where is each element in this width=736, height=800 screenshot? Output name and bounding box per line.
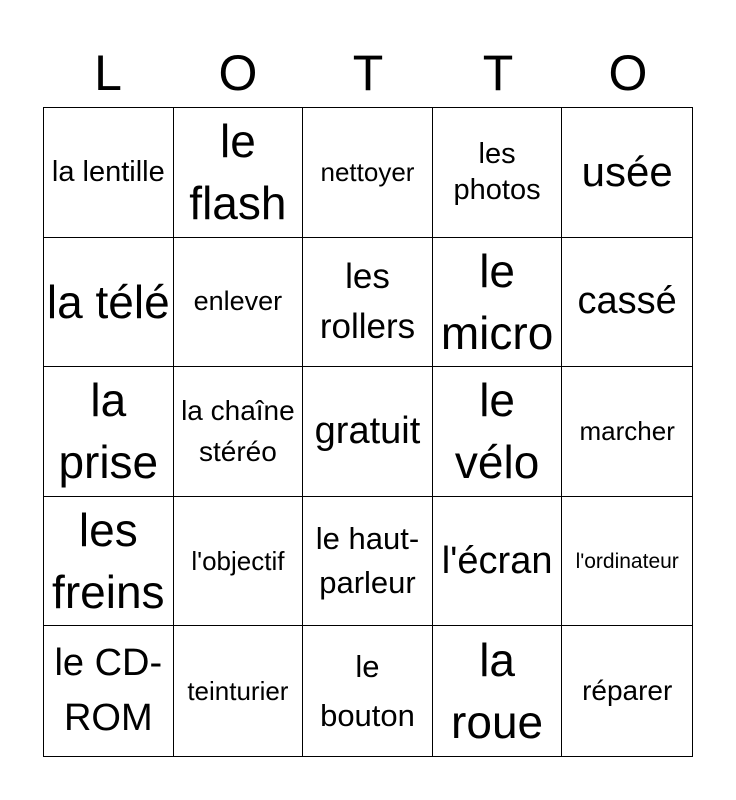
cell-text: la roue: [451, 634, 544, 749]
board-cell[interactable]: [433, 367, 563, 497]
board-cell[interactable]: [562, 108, 692, 238]
cell-text: le bouton: [320, 649, 415, 734]
cell-text: les photos: [453, 138, 541, 207]
lotto-header: [43, 42, 693, 104]
cell-text: gratuit: [314, 409, 421, 452]
lotto-board: [43, 107, 693, 757]
board-cell[interactable]: [562, 626, 692, 756]
board-cell[interactable]: [44, 497, 174, 627]
board-cell[interactable]: [303, 367, 433, 497]
board-cell[interactable]: [303, 626, 433, 756]
board-cell[interactable]: [433, 108, 563, 238]
header-letter-o-2: O: [608, 45, 648, 101]
cell-text: le haut-parleur: [315, 521, 420, 601]
header-letter-o: O: [218, 45, 258, 101]
board-cell[interactable]: [174, 626, 304, 756]
board-cell[interactable]: [174, 497, 304, 627]
cell-text: usée: [581, 148, 673, 196]
cell-text: le vélo: [454, 374, 540, 489]
board-cell[interactable]: [44, 108, 174, 238]
cell-text: marcher: [579, 416, 675, 447]
cell-text: réparer: [582, 675, 673, 707]
board-cell[interactable]: [174, 108, 304, 238]
board-cell[interactable]: [433, 497, 563, 627]
board-cell[interactable]: [174, 367, 304, 497]
cell-text: l'ordinateur: [575, 549, 679, 573]
cell-text: la chaîne stéréo: [181, 395, 295, 468]
board-cell[interactable]: [303, 497, 433, 627]
cell-text: le micro: [440, 244, 554, 359]
header-letter-l: L: [94, 45, 122, 101]
cell-text: la prise: [58, 374, 159, 489]
cell-text: la télé: [46, 275, 170, 328]
board-cell[interactable]: [433, 626, 563, 756]
header-letter-t-2: T: [482, 45, 514, 101]
cell-text: nettoyer: [320, 157, 415, 188]
cell-text: teinturier: [187, 676, 289, 707]
board-cell[interactable]: [44, 367, 174, 497]
board-cell[interactable]: [433, 238, 563, 368]
board-cell[interactable]: [44, 238, 174, 368]
header-letter-t: T: [352, 45, 384, 101]
cell-text: cassé: [577, 280, 677, 323]
cell-text: les freins: [52, 504, 165, 619]
cell-text: le flash: [189, 115, 287, 230]
board-cell[interactable]: [562, 367, 692, 497]
cell-text: la lentille: [51, 156, 165, 189]
board-cell[interactable]: [303, 238, 433, 368]
cell-text: les rollers: [319, 256, 416, 346]
board-cell[interactable]: [303, 108, 433, 238]
board-cell[interactable]: [174, 238, 304, 368]
board-cell[interactable]: [562, 497, 692, 627]
cell-text: l'écran: [441, 539, 553, 582]
cell-text: l'objectif: [191, 546, 285, 577]
board-cell[interactable]: [44, 626, 174, 756]
cell-text: enlever: [193, 286, 283, 317]
board-cell[interactable]: [562, 238, 692, 368]
cell-text: le CD-ROM: [54, 642, 163, 740]
